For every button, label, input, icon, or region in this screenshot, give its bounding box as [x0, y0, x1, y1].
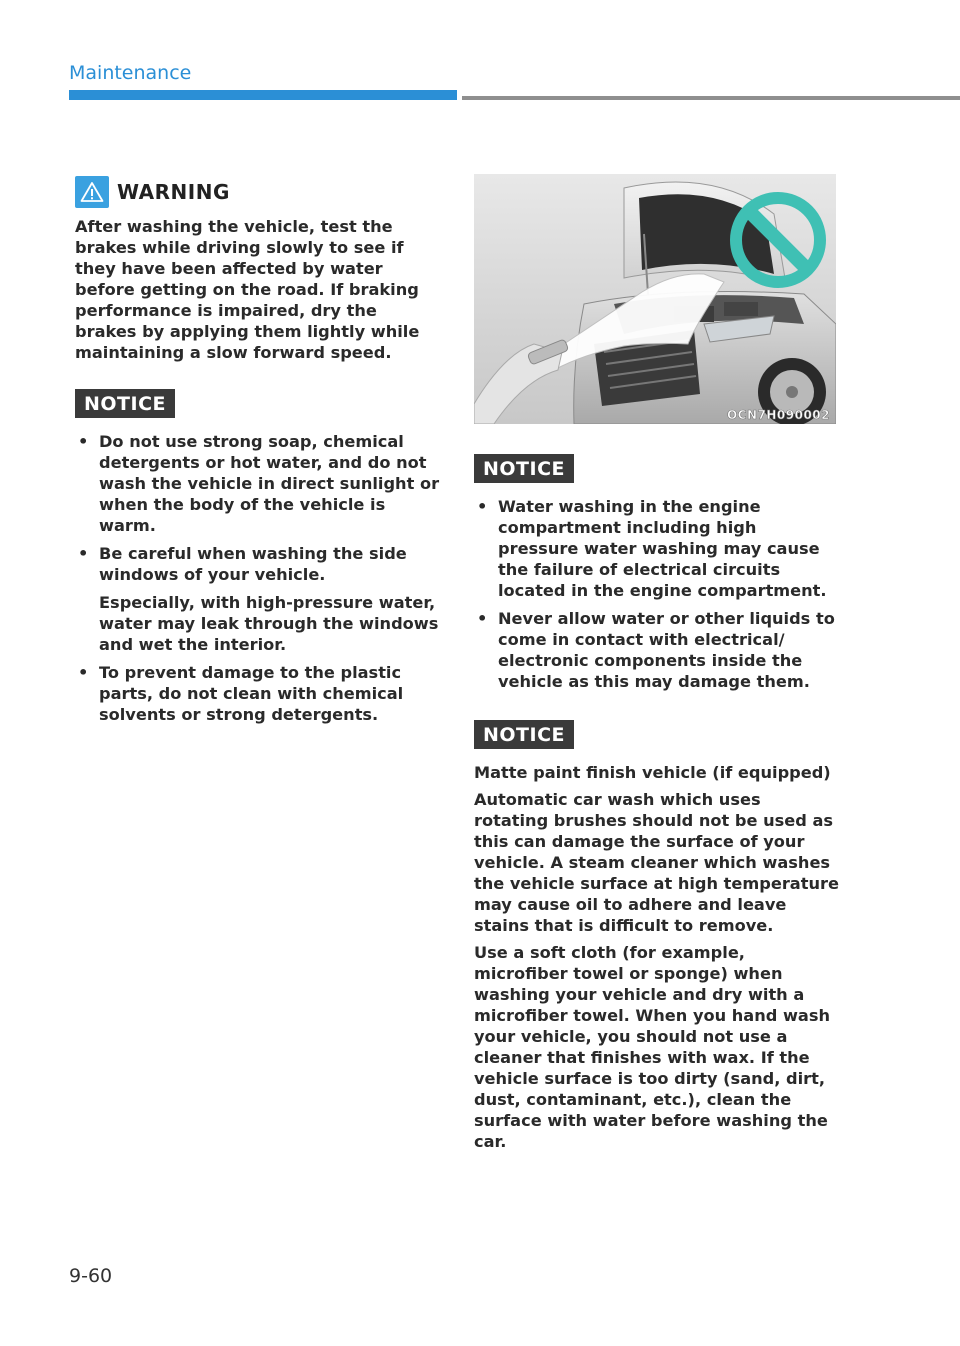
warning-text: After washing the vehicle, test the brakes while driving slowly to see if they have been affected by water before getting on the road. If braking performance is impaired, dry the brakes by applying them lightly while maintaining a slow forward speed.	[75, 217, 420, 362]
notice-paragraph: Automatic car wash which uses rotating brushes should not be used as this can damage the surface of your vehicle. A steam cleaner which washes the vehicle surface at high temperature may cause oil to adhere and leave stains that is difficult to remove.	[474, 790, 839, 935]
list-item	[75, 431, 440, 536]
engine-wash-illustration	[474, 174, 836, 424]
list-item-text: Be careful when washing the side windows of your vehicle.	[99, 544, 407, 584]
list-item-text: Water washing in the engine compartment including high pressure water washing may cause the failure of electrical circuits located in the engine compartment.	[498, 497, 827, 600]
list-item-text: Do not use strong soap, chemical detergents or hot water, and do not wash the vehicle in direct sunlight or when the body of the vehicle is warm.	[99, 432, 440, 535]
notice-subtitle: Matte paint finish vehicle (if equipped)	[474, 763, 831, 782]
page-number: 9-60	[69, 1265, 113, 1287]
notice-label: NOTICE	[474, 720, 574, 749]
car-engine-illustration	[474, 174, 836, 424]
notice-label: NOTICE	[75, 389, 175, 418]
notice-paragraph: Use a soft cloth (for example, microfiber towel or sponge) when washing your vehicle and dry with a microfiber towel. When you hand wash your vehicle, you should not use a cleaner that finishes with wax. If the vehicle surface is too dirty (sand, dirt, dust, contaminant, etc.), clean the surface with water before washing the car.	[474, 943, 831, 1151]
bullet-icon: •	[477, 497, 488, 516]
notice-list	[75, 431, 440, 725]
warning-heading	[75, 176, 440, 208]
warning-triangle-icon	[75, 176, 109, 208]
header-rule	[462, 96, 960, 100]
list-item-text: Never allow water or other liquids to come in contact with electrical/ electronic components inside the vehicle as this may damage them.	[498, 609, 835, 691]
bullet-icon: •	[78, 663, 89, 682]
list-item-subtext: Especially, with high-pressure water, water may leak through the windows and wet the interior.	[99, 593, 439, 654]
list-item-text: To prevent damage to the plastic parts, do not clean with chemical solvents or strong detergents.	[99, 663, 404, 724]
bullet-icon: •	[477, 609, 488, 628]
list-item	[75, 543, 440, 655]
list-item	[474, 608, 839, 692]
notice-list	[474, 496, 839, 692]
right-column	[474, 174, 839, 1158]
list-item	[75, 662, 440, 725]
figure-code: OCN7H090002	[726, 408, 830, 422]
section-title: Maintenance	[69, 62, 192, 84]
bullet-icon: •	[78, 544, 89, 563]
list-item	[474, 496, 839, 601]
notice-label: NOTICE	[474, 454, 574, 483]
warning-label: WARNING	[117, 180, 230, 204]
header-accent-bar	[69, 90, 457, 100]
left-column	[75, 176, 440, 732]
bullet-icon: •	[78, 432, 89, 451]
